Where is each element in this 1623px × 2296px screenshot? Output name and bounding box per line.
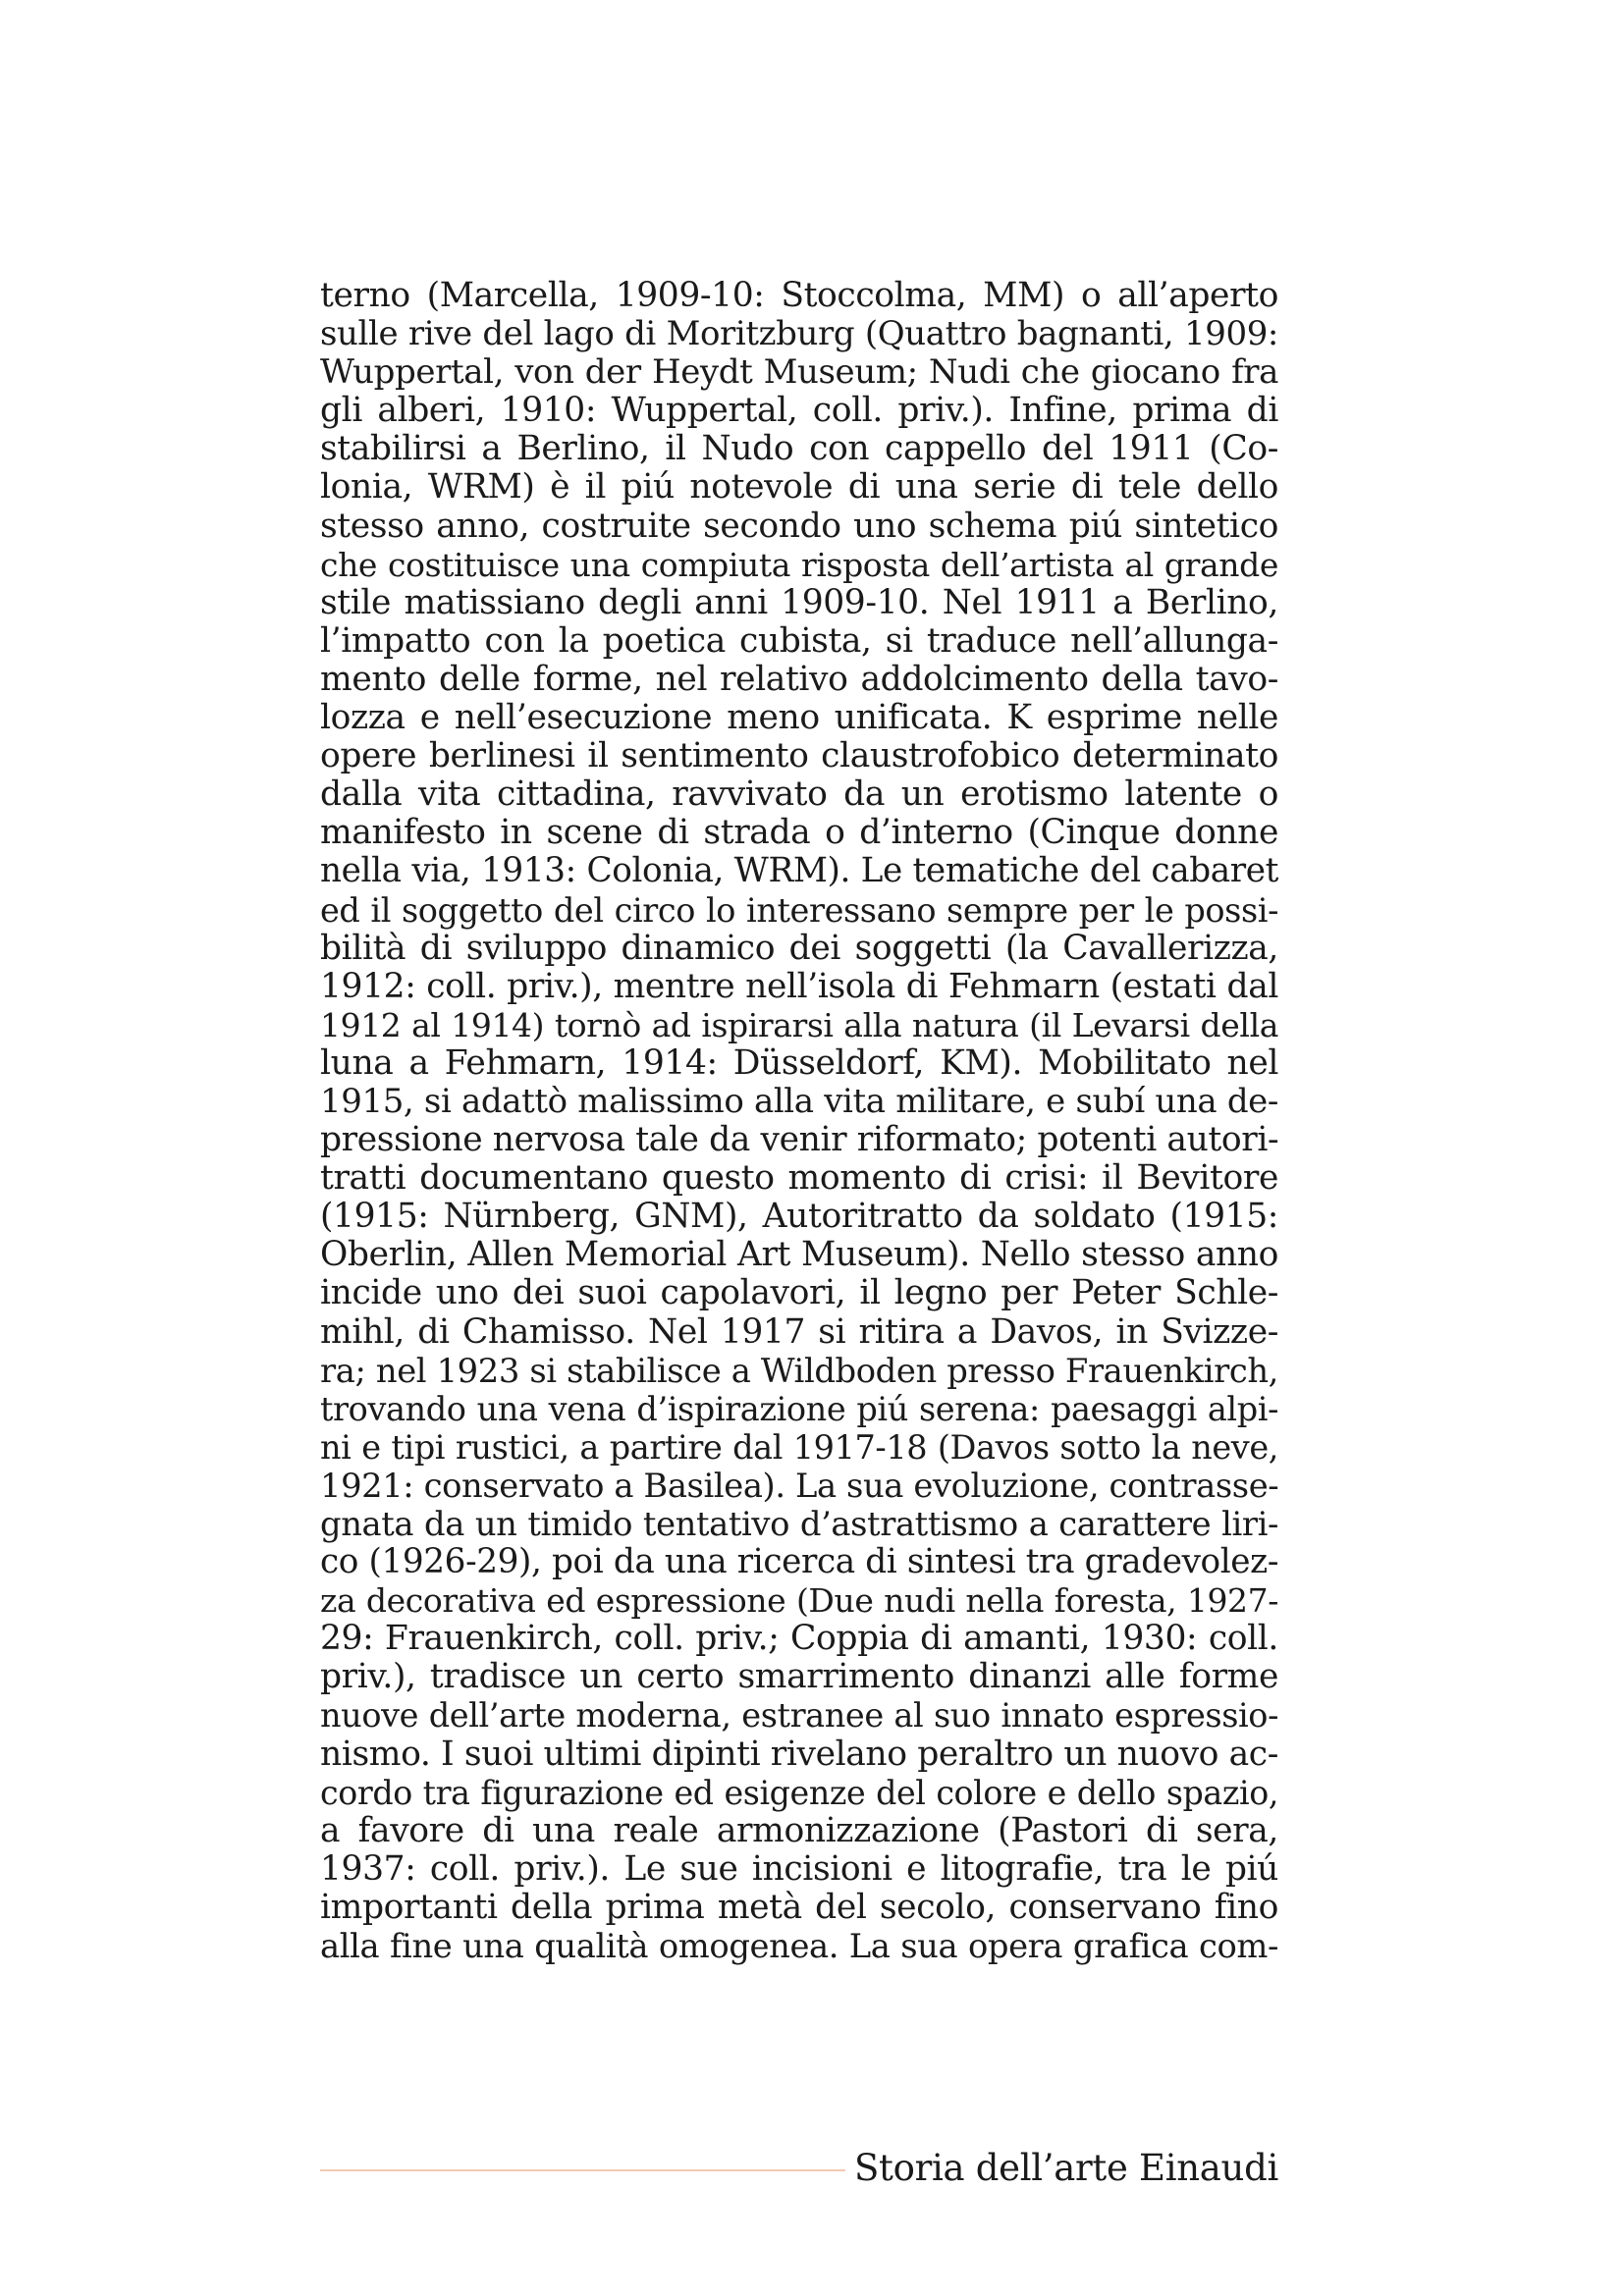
footer-rule: [320, 2169, 845, 2171]
text-line: nuove dell’arte moderna, estranee al suo innato espressio-: [320, 1696, 1278, 1735]
text-line: Oberlin, Allen Memorial Art Museum). Nello stesso anno: [320, 1235, 1278, 1275]
text-line: co (1926-29), poi da una ricerca di sintesi tra gradevolez-: [320, 1542, 1278, 1582]
text-line: ed il soggetto del circo lo interessano sempre per le possi-: [320, 890, 1278, 930]
text-line: 1912 al 1914) tornò ad ispirarsi alla natura (il Levarsi della: [320, 1005, 1278, 1044]
text-line: mento delle forme, nel relativo addolcimento della tavo-: [320, 659, 1278, 699]
text-line: stile matissiano degli anni 1909-10. Nel 1911 a Berlino,: [320, 582, 1278, 622]
text-line: ni e tipi rustici, a partire dal 1917-18 (Davos sotto la neve,: [320, 1427, 1278, 1467]
text-line: alla fine una qualità omogenea. La sua opera grafica com-: [320, 1927, 1278, 1966]
text-line: dalla vita cittadina, ravvivato da un erotismo latente o: [320, 774, 1278, 815]
text-line: mihl, di Chamisso. Nel 1917 si ritira a Davos, in Svizze-: [320, 1311, 1278, 1352]
text-line: gli alberi, 1910: Wuppertal, coll. priv.). Infine, prima di: [320, 391, 1278, 431]
text-line: trovando una vena d’ispirazione piú serena: paesaggi alpi-: [320, 1389, 1278, 1428]
text-line: a favore di una reale armonizzazione (Pastori di sera,: [320, 1810, 1278, 1850]
text-line: l’impatto con la poetica cubista, si traduce nell’allunga-: [320, 620, 1278, 661]
text-line: 1912: coll. priv.), mentre nell’isola di Fehmarn (estati dal: [320, 966, 1278, 1006]
text-line: pressione nervosa tale da venir riformato; potenti autori-: [320, 1120, 1279, 1160]
page-footer: [320, 2146, 1278, 2191]
text-line: gnata da un timido tentativo d’astrattismo a carattere liri-: [320, 1505, 1278, 1543]
text-line: manifesto in scene di strada o d’interno (Cinque donne: [320, 813, 1278, 853]
footer-title: Storia dell’arte Einaudi: [854, 2147, 1278, 2189]
text-line: stesso anno, costruite secondo uno schema piú sintetico: [320, 506, 1278, 546]
text-line: tratti documentano questo momento di crisi: il Bevitore: [320, 1158, 1278, 1199]
text-line: stabilirsi a Berlino, il Nudo con cappello del 1911 (Co-: [320, 429, 1278, 469]
text-line: cordo tra figurazione ed esigenze del colore e dello spazio,: [320, 1773, 1278, 1812]
text-line: luna a Fehmarn, 1914: Düsseldorf, KM). Mobilitato nel: [320, 1042, 1278, 1083]
text-line: (1915: Nürnberg, GNM), Autoritratto da soldato (1915:: [320, 1197, 1278, 1237]
text-line: opere berlinesi il sentimento claustrofobico determinato: [320, 736, 1278, 776]
text-line: incide uno dei suoi capolavori, il legno per Peter Schle-: [320, 1273, 1278, 1313]
body-text: [320, 277, 1278, 1965]
text-line: Wuppertal, von der Heydt Museum; Nudi che giocano fra: [320, 352, 1278, 393]
text-line: lonia, WRM) è il piú notevole di una serie di tele dello: [320, 467, 1278, 507]
text-line: lozza e nell’esecuzione meno unificata. K esprime nelle: [320, 698, 1278, 738]
text-line: 29: Frauenkirch, coll. priv.; Coppia di amanti, 1930: coll.: [320, 1619, 1278, 1659]
text-line: che costituisce una compiuta risposta dell’artista al grande: [320, 545, 1278, 584]
text-line: ra; nel 1923 si stabilisce a Wildboden presso Frauenkirch,: [320, 1351, 1278, 1390]
text-line: terno (Marcella, 1909-10: Stoccolma, MM) o all’aperto: [320, 276, 1278, 315]
text-line: nismo. I suoi ultimi dipinti rivelano peraltro un nuovo ac-: [320, 1734, 1278, 1774]
text-line: za decorativa ed espressione (Due nudi nella foresta, 1927-: [320, 1581, 1278, 1621]
text-line: 1915, si adattò malissimo alla vita militare, e subí una de-: [320, 1081, 1278, 1121]
text-line: priv.), tradisce un certo smarrimento dinanzi alle forme: [320, 1657, 1278, 1697]
text-line: 1937: coll. priv.). Le sue incisioni e litografie, tra le piú: [320, 1848, 1278, 1889]
text-line: 1921: conservato a Basilea). La sua evoluzione, contrasse-: [320, 1466, 1279, 1505]
text-line: importanti della prima metà del secolo, conservano fino: [320, 1887, 1278, 1927]
text-line: sulle rive del lago di Moritzburg (Quattro bagnanti, 1909:: [320, 314, 1278, 354]
text-line: nella via, 1913: Colonia, WRM). Le tematiche del cabaret: [320, 851, 1278, 891]
text-line: bilità di sviluppo dinamico dei soggetti (la Cavallerizza,: [320, 928, 1278, 968]
